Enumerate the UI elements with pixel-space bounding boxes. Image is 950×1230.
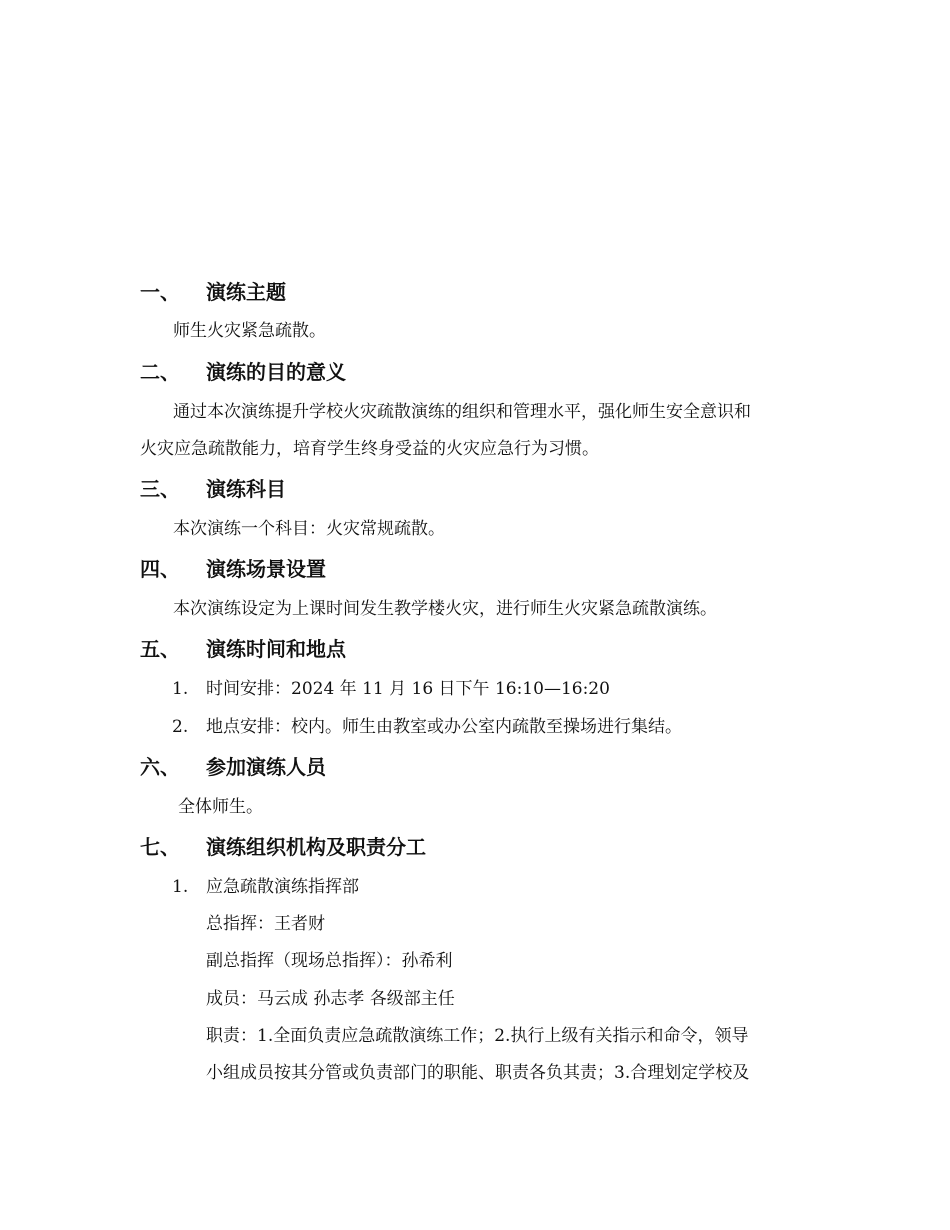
duty-line-2: 小组成员按其分管或负责部门的职能、职责各负其责；3.合理划定学校及	[206, 1063, 750, 1083]
section-body-4: 本次演练设定为上课时间发生教学楼火灾，进行师生火灾紧急疏散演练。	[173, 599, 717, 619]
section-title: 演练的目的意义	[206, 360, 346, 384]
section-heading-3	[140, 474, 286, 504]
section-title: 演练科目	[206, 477, 286, 501]
deputy-commander-line: 副总指挥（现场总指挥）：孙希利	[206, 951, 453, 971]
list-item-text: 应急疏散演练指挥部	[206, 877, 359, 897]
section-heading-7	[140, 832, 426, 862]
section-heading-4	[140, 554, 326, 584]
section-heading-2	[140, 357, 346, 387]
section-number: 五、	[140, 637, 180, 661]
section-body-3: 本次演练一个科目：火灾常规疏散。	[173, 519, 445, 539]
section-heading-1	[140, 277, 286, 307]
section-number: 六、	[140, 755, 180, 779]
section-heading-5	[140, 634, 346, 664]
section-title: 演练时间和地点	[206, 637, 346, 661]
section-title: 演练场景设置	[206, 557, 326, 581]
list-item-number: 1.	[172, 679, 189, 699]
section-title: 演练主题	[206, 280, 286, 304]
section-body-1: 师生火灾紧急疏散。	[173, 321, 326, 341]
list-item-text: 地点安排：校内。师生由教室或办公室内疏散至操场进行集结。	[206, 717, 682, 737]
section-body-2-line-1: 通过本次演练提升学校火灾疏散演练的组织和管理水平，强化师生安全意识和	[173, 402, 751, 422]
section-title: 演练组织机构及职责分工	[206, 835, 426, 859]
members-line: 成员：马云成 孙志孝 各级部主任	[206, 989, 455, 1009]
list-item-text: 时间安排：2024 年 11 月 16 日下午 16:10—16:20	[206, 679, 610, 699]
list-item-number: 1.	[172, 877, 189, 897]
commander-line: 总指挥：王者财	[206, 914, 325, 934]
section-heading-6	[140, 752, 326, 782]
section-body-2-line-2: 火灾应急疏散能力，培育学生终身受益的火灾应急行为习惯。	[140, 439, 599, 459]
section-number: 二、	[140, 360, 180, 384]
section-number: 七、	[140, 835, 180, 859]
section-number: 三、	[140, 477, 180, 501]
section-number: 一、	[140, 280, 180, 304]
section-body-6: 全体师生。	[178, 797, 263, 817]
section-title: 参加演练人员	[206, 755, 326, 779]
list-item-number: 2.	[172, 717, 189, 737]
duty-line-1: 职责：1.全面负责应急疏散演练工作；2.执行上级有关指示和命令，领导	[206, 1026, 749, 1046]
section-number: 四、	[140, 557, 180, 581]
